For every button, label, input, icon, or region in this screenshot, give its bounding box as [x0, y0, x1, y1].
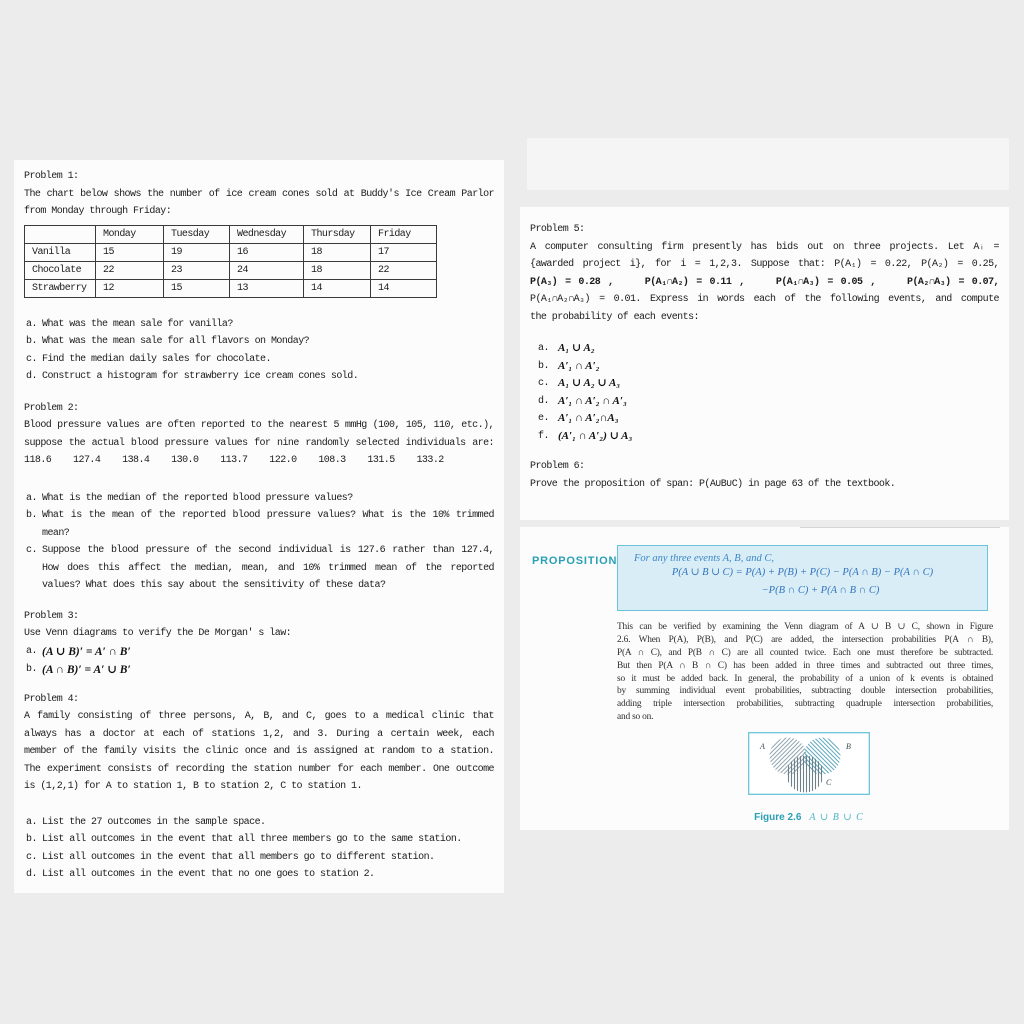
question-item [24, 866, 494, 884]
event-formula: A′₁ ∩ A′₂∩A₃ [558, 412, 619, 424]
problem-4-intro-line: A family consisting of three persons, A, B, and C, goes to a medical clinic that [24, 711, 494, 722]
problem-3-block [24, 608, 494, 679]
problem-3-intro-line: Use Venn diagrams to verify the De Morgan' s law: [24, 628, 292, 639]
item-marker: c. [26, 545, 37, 556]
problem-2-heading: Problem 2: [24, 402, 79, 414]
problem-4-heading: Problem 4: [24, 693, 79, 705]
table-cell: 15 [96, 243, 164, 261]
table-cell: 12 [96, 279, 164, 297]
figure-caption-formula: A ∪ B ∪ C [809, 812, 864, 823]
problem-1-heading: Problem 1: [24, 171, 79, 182]
item-text: Find the median daily sales for chocolate. [42, 353, 271, 365]
question-item [24, 490, 494, 508]
table-header-cell: Monday [96, 225, 164, 243]
demorgan-formula: (A ∪ B)′ = A′ ∩ B′ [42, 645, 131, 658]
item-marker: b. [538, 360, 549, 372]
item-text: What is the median of the reported blood pressure values? [42, 492, 353, 504]
item-marker: c. [26, 353, 37, 365]
problem-5-para-line: A computer consulting firm presently has bids out on three projects. Let Aᵢ = [530, 241, 999, 253]
event-item [530, 358, 999, 376]
question-item [24, 351, 494, 369]
problem-4-questions [24, 814, 494, 884]
right-problem-page [520, 207, 1009, 520]
question-item [24, 831, 494, 849]
question-item [24, 643, 494, 661]
venn-diagram [748, 732, 870, 800]
table-cell: 24 [230, 261, 304, 279]
scanned-page-edge [527, 138, 1009, 190]
problem-2-intro-line: Blood pressure values are often reported to the nearest 5 mmHg (100, 105, 110, etc.), [24, 420, 494, 431]
item-text: Construct a histogram for strawberry ice cream cones sold. [42, 371, 359, 382]
problem-5-para-line: the probability of each events: [530, 311, 699, 323]
question-item [24, 814, 494, 832]
question-item [24, 333, 494, 351]
left-problem-page [14, 160, 504, 893]
item-text: List all outcomes in the event that no one goes to station 2. [42, 869, 375, 880]
proposition-label: PROPOSITION [532, 555, 618, 567]
item-text: List all outcomes in the event that all members go to different station. [42, 851, 435, 863]
table-header-cell: Wednesday [230, 225, 304, 243]
ice-cream-sales-table [24, 225, 437, 298]
item-text: What was the mean sale for all flavors on Monday? [42, 336, 310, 347]
event-formula: A₁ ∪ A₂ [558, 342, 595, 354]
table-row [25, 261, 437, 279]
proposition-box [617, 545, 988, 611]
item-marker: c. [538, 378, 549, 389]
table-cell: 14 [304, 279, 371, 297]
problem-4-intro-line: always has a doctor at each of stations 1,2, and 3. During a certain week, each [24, 728, 494, 740]
item-marker: d. [26, 869, 37, 880]
item-marker: c. [26, 851, 37, 863]
table-cell: 17 [371, 243, 437, 261]
table-cell: 19 [164, 243, 230, 261]
question-item [24, 368, 494, 386]
question-item [24, 661, 494, 679]
item-marker: b. [26, 663, 37, 675]
problem-4-intro-line: The experiment consists of recording the station number for each member. One outcome [24, 763, 494, 775]
question-item [24, 507, 494, 542]
table-header-cell: Friday [371, 225, 437, 243]
venn-label-b: B [846, 742, 851, 751]
problem-5-para-line: {awarded project i}, for i = 1,2,3. Suppose that: P(A₁) = 0.22, P(A₂) = 0.25, [530, 259, 999, 270]
venn-label-a: A [760, 742, 765, 751]
item-marker: d. [26, 371, 37, 382]
question-item [24, 316, 494, 334]
textbook-scan-page [520, 527, 1009, 830]
circle-c-hatch [787, 756, 824, 793]
item-marker: e. [538, 413, 549, 424]
event-formula: A′₁ ∩ A′₂ ∩ A′₃ [558, 394, 627, 407]
item-marker: d. [538, 395, 549, 407]
table-header-row [25, 225, 437, 243]
event-formula: (A′₁ ∩ A′₂) ∪ A₃ [558, 429, 633, 442]
problem-2-questions [24, 490, 494, 595]
table-row [25, 243, 437, 261]
table-cell: 18 [304, 243, 371, 261]
table-cell: 22 [96, 261, 164, 279]
problem-5-heading: Problem 5: [530, 224, 585, 235]
item-marker: a. [26, 318, 37, 330]
row-label-cell: Strawberry [25, 279, 96, 297]
row-label-cell: Chocolate [25, 261, 96, 279]
textbook-paragraph: This can be verified by examining the Venn diagram of A ∪ B ∪ C, shown in Figure 2.6. When P(A), P(B), and P(C) are added, the intersection probabilities P(A ∩ B), P(A ∩ C), and P(B ∩ C) are all counted twice. Each one must therefore be subtracted. But then P(A ∩ B ∩ C) has been added in three times and subtracted out three times, so it must be added back. In general, the probability of a union of k events is obtained by summing individual event probabilities, subtracting double intersection probabilities, adding triple intersection probabilities, subtracting quadruple intersection probabilities, and so on. [617, 622, 993, 723]
venn-diagram-svg [748, 732, 870, 795]
table-cell: 15 [164, 279, 230, 297]
problem-3-heading: Problem 3: [24, 610, 79, 622]
table-cell: 18 [304, 261, 371, 279]
problem-4-intro-line: is (1,2,1) for A to station 1, B to station 2, C to station 1. [24, 781, 362, 792]
event-formula: A′₁ ∩ A′₂ [558, 359, 600, 372]
problem-6-text: Prove the proposition of span: P(A∪B∪C) in page 63 of the textbook. [530, 478, 896, 490]
venn-label-c: C [826, 778, 832, 787]
table-header-cell: Thursday [304, 225, 371, 243]
blood-pressure-values: 118.6 127.4 138.4 130.0 113.7 122.0 108.3 131.5 133.2 [24, 455, 444, 466]
problem-6-block [530, 458, 999, 493]
problem-4-block [24, 691, 494, 796]
table-row [25, 279, 437, 297]
figure-number: Figure 2.6 [754, 812, 802, 823]
problem-1-questions [24, 316, 494, 386]
item-marker: b. [26, 510, 37, 521]
item-marker: b. [26, 336, 37, 347]
problem-1-intro-line: The chart below shows the number of ice cream cones sold at Buddy's Ice Cream Parlor [24, 188, 494, 200]
table-cell: 23 [164, 261, 230, 279]
problem-6-heading: Problem 6: [530, 461, 585, 472]
item-marker: b. [26, 834, 37, 845]
table-header-cell [25, 225, 96, 243]
table-cell: 22 [371, 261, 437, 279]
proposition-intro: For any three events A, B, and C, [634, 553, 774, 564]
item-text: Suppose the blood pressure of the second individual is 127.6 rather than 127.4, How does this affect the median, mean, and 10% trimmed mean of the reported values? What does this say about the sensitivity of these data? [42, 545, 494, 591]
question-item [24, 542, 494, 595]
table-cell: 14 [371, 279, 437, 297]
table-header-cell: Tuesday [164, 225, 230, 243]
problem-2-block [24, 400, 494, 470]
event-item [530, 375, 999, 393]
item-text: List all outcomes in the event that all three members go to the same station. [42, 834, 462, 845]
problem-1-intro-line: from Monday through Friday: [24, 206, 172, 217]
event-item [530, 410, 999, 428]
problem-5-para-line: P(A₃) = 0.28 , P(A₁∩A₂) = 0.11 , P(A₁∩A₃) = 0.05 , P(A₂∩A₃) = 0.07, [530, 276, 999, 288]
figure-caption [708, 807, 910, 825]
event-item [530, 393, 999, 411]
problem-5-para-line: P(A₁∩A₂∩A₃) = 0.01. Express in words each of the following events, and compute [530, 294, 999, 305]
union-probability-formula-line-1: P(A ∪ B ∪ C) = P(A) + P(B) + P(C) − P(A ∩ B) − P(A ∩ C) [671, 567, 934, 578]
item-marker: a. [26, 816, 37, 828]
item-text: List the 27 outcomes in the sample space. [42, 816, 266, 828]
event-item [530, 340, 999, 358]
item-text: What was the mean sale for vanilla? [42, 318, 233, 330]
table-cell: 16 [230, 243, 304, 261]
problem-4-intro-line: member of the family visits the clinic once and is assigned at random to a station. [24, 746, 494, 757]
table-cell: 13 [230, 279, 304, 297]
event-formula: A₁ ∪ A₂ ∪ A₃ [558, 377, 621, 389]
problem-5-events [530, 340, 999, 445]
item-marker: a. [26, 492, 37, 504]
union-probability-formula-line-2: −P(B ∩ C) + P(A ∩ B ∩ C) [761, 585, 880, 596]
problem-2-intro-line: suppose the actual blood pressure values for nine randomly selected individuals are: [24, 437, 494, 449]
item-marker: a. [26, 645, 37, 657]
item-text: What is the mean of the reported blood pressure values? What is the 10% trimmed mean? [42, 510, 494, 539]
item-marker: a. [538, 343, 549, 354]
demorgan-formula: (A ∩ B)′ = A′ ∪ B′ [42, 663, 131, 676]
item-marker: f. [538, 430, 549, 442]
row-label-cell: Vanilla [25, 243, 96, 261]
scan-edge-line [800, 527, 1000, 528]
question-item [24, 849, 494, 867]
event-item [530, 428, 999, 446]
